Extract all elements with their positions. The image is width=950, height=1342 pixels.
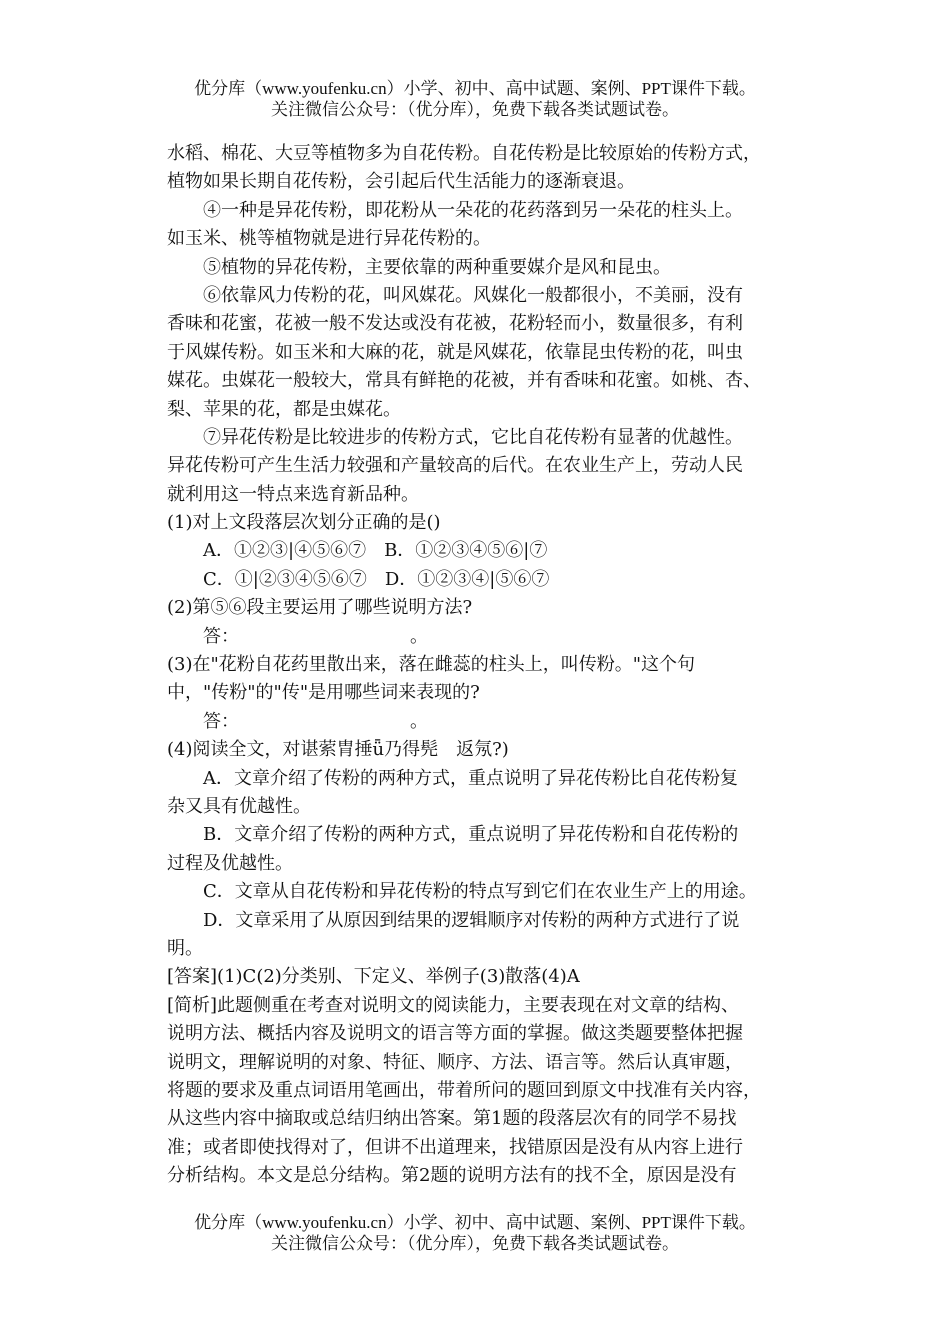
text-line: 杂又具有优越性。 (167, 795, 311, 817)
text-line: C．文章从自花传粉和异花传粉的特点写到它们在农业生产上的用途。 (203, 881, 757, 903)
text-line: (4)阅读全文，对谌萦胄捶ǖ乃得髡 返氖?) (167, 739, 509, 761)
text-line: 媒花。虫媒花一般较大，常具有鲜艳的花被，并有香味和花蜜。如桃、杏、 (167, 370, 761, 392)
text-line: (3)在"花粉自花药里散出来，落在雌蕊的柱头上，叫传粉。"这个句 (167, 654, 696, 676)
text-line: 从这些内容中摘取或总结归纳出答案。第1题的段落层次有的同学不易找 (167, 1108, 737, 1130)
header-line-1: 优分库（www.youfenku.cn）小学、初中、高中试题、案例、PPT课件下载。 (194, 79, 756, 98)
text-line: 分析结构。本文是总分结构。第2题的说明方法有的找不全，原因是没有 (167, 1165, 737, 1187)
text-line: A．①②③|④⑤⑥⑦ B．①②③④⑤⑥|⑦ (203, 540, 548, 562)
text-line: ⑦异花传粉是比较进步的传粉方式，它比自花传粉有显著的优越性。 (203, 426, 743, 448)
text-line: 于风媒传粉。如玉米和大麻的花，就是风媒花，依靠昆虫传粉的花，叫虫 (167, 341, 743, 363)
text-line: [答案](1)C(2)分类别、下定义、举例子(3)散落(4)A (167, 966, 580, 988)
document-body (167, 140, 807, 1190)
text-line: 就利用这一特点来选育新品种。 (167, 483, 419, 505)
text-line: A．文章介绍了传粉的两种方式，重点说明了异花传粉比自花传粉复 (203, 767, 738, 789)
text-line: B．文章介绍了传粉的两种方式，重点说明了异花传粉和自花传粉的 (203, 824, 739, 846)
text-line: 梨、苹果的花，都是虫媒花。 (167, 398, 401, 420)
text-line: 如玉米、桃等植物就是进行异花传粉的。 (167, 228, 491, 250)
text-line: 水稻、棉花、大豆等植物多为自花传粉。自花传粉是比较原始的传粉方式， (167, 143, 761, 164)
footer-line-2: 关注微信公众号：（优分库），免费下载各类试题试卷。 (271, 1234, 679, 1253)
text-line: ⑤植物的异花传粉，主要依靠的两种重要媒介是风和昆虫。 (203, 256, 671, 278)
text-line: 过程及优越性。 (167, 852, 293, 874)
text-line: 答： 。 (203, 625, 428, 647)
text-line: ⑥依靠风力传粉的花，叫风媒花。风媒化一般都很小，不美丽，没有 (203, 284, 743, 306)
text-line: 植物如果长期自花传粉，会引起后代生活能力的逐渐衰退。 (167, 171, 635, 193)
page-header (0, 78, 950, 120)
text-line: D．文章采用了从原因到结果的逻辑顺序对传粉的两种方式进行了说 (203, 909, 740, 931)
text-line: C．①|②③④⑤⑥⑦ D．①②③④|⑤⑥⑦ (203, 568, 550, 590)
text-line: 中，"传粉"的"传"是用哪些词来表现的? (167, 682, 480, 704)
text-line: (2)第⑤⑥段主要运用了哪些说明方法? (167, 597, 473, 619)
text-line: 说明方法、概括内容及说明文的语言等方面的掌握。做这类题要整体把握 (167, 1023, 743, 1045)
text-line: 准；或者即使找得对了，但讲不出道理来，找错原因是没有从内容上进行 (167, 1136, 743, 1158)
text-line: [简析]此题侧重在考查对说明文的阅读能力，主要表现在对文章的结构、 (167, 994, 740, 1016)
text-line: 明。 (167, 937, 203, 959)
text-line: 异花传粉可产生生活力较强和产量较高的后代。在农业生产上，劳动人民 (167, 455, 743, 477)
page-footer (0, 1212, 950, 1254)
text-line: 说明文，理解说明的对象、特征、顺序、方法、语言等。然后认真审题， (167, 1051, 743, 1073)
footer-line-1: 优分库（www.youfenku.cn）小学、初中、高中试题、案例、PPT课件下载。 (194, 1213, 756, 1232)
text-line: 答： 。 (203, 710, 428, 732)
header-line-2: 关注微信公众号：（优分库），免费下载各类试题试卷。 (271, 100, 679, 119)
text-line: 香味和花蜜，花被一般不发达或没有花被，花粉轻而小，数量很多，有利 (167, 313, 743, 335)
text-line: ④一种是异花传粉，即花粉从一朵花的花药落到另一朵花的柱头上。 (203, 199, 743, 221)
text-line: (1)对上文段落层次划分正确的是() (167, 512, 441, 534)
text-line: 将题的要求及重点词语用笔画出，带着所问的题回到原文中找准有关内容， (167, 1079, 761, 1101)
